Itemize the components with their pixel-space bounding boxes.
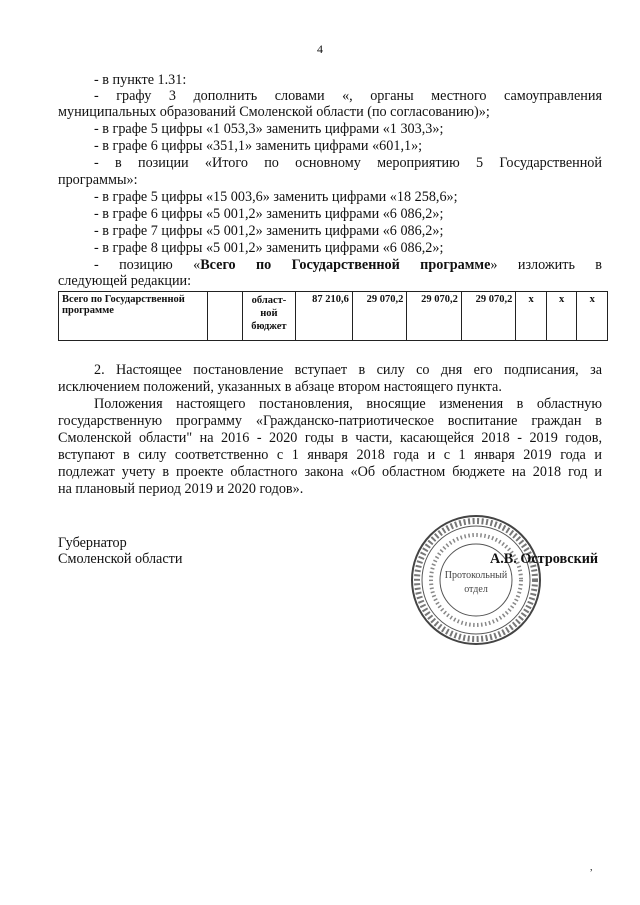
text-line: - в графе 7 цифры «5 001,2» заменить цифрами «6 086,2»; [94,223,444,239]
budget-table [58,291,608,341]
table-cell-year: 29 070,2 [352,292,406,341]
text-line: - в графе 5 цифры «15 003,6» заменить цифрами «18 258,6»; [94,189,458,205]
text-line: подлежат учету в проекте областного закона «Об областном бюджете на 2018 год и [58,464,602,480]
text-line: государственную программу «Гражданско-патриотическое воспитание граждан в [58,413,602,429]
table-cell-x: x [516,292,547,341]
text-line: муниципальных образований Смоленской области (по согласованию)»; [58,104,490,120]
text-line [94,257,602,273]
bold-fragment: Всего по Государственной программе [200,257,491,273]
text-line: следующей редакции: [58,273,192,289]
official-stamp [408,512,544,648]
text-fragment: » изложить в [490,257,602,273]
text-line: - в пункте 1.31: [94,72,187,88]
text-line: - в графе 8 цифры «5 001,2» заменить цифрами «6 086,2»; [94,240,444,256]
signatory-name: А.В. Островский [490,551,599,567]
text-line: - графу 3 дополнить словами «, органы местного самоуправления [94,88,602,104]
signature-role: Смоленской области [58,551,183,567]
table-cell-x: x [577,292,608,341]
text-line: - в графе 5 цифры «1 053,3» заменить цифрами «1 303,3»; [94,121,444,137]
table-cell-year: 29 070,2 [461,292,515,341]
table-cell-name: Всего по Государственной программе [59,292,208,341]
text-fragment: - позицию « [94,257,201,273]
table-cell-x: x [546,292,577,341]
page-mark: , [590,862,593,873]
text-line: 2. Настоящее постановление вступает в силу со дня его подписания, за [94,362,602,378]
text-line: вступают в силу соответственно с 1 января 2018 года и с 1 января 2019 года и [58,447,602,463]
table-row [59,292,608,341]
page-number: 4 [317,42,323,56]
text-line: - в графе 6 цифры «5 001,2» заменить цифрами «6 086,2»; [94,206,444,222]
signature-role: Губернатор [58,535,127,551]
text-line: на плановый период 2019 и 2020 годов». [58,481,304,497]
text-line: исключением положений, указанных в абзаце втором настоящего пункта. [58,379,502,395]
text-line: - в графе 6 цифры «351,1» заменить цифрами «601,1»; [94,138,423,154]
table-cell-empty [208,292,243,341]
text-line: Положения настоящего постановления, вносящие изменения в областную [94,396,602,412]
stamp-text: Протокольный [444,570,508,581]
text-line: Смоленской области" на 2016 - 2020 годы в части, касающейся 2018 - 2019 годов, [58,430,602,446]
table-cell-year: 29 070,2 [407,292,461,341]
text-line: программы»: [58,172,138,188]
table-cell-total: 87 210,6 [295,292,352,341]
table-cell-source: област-ной бюджет [242,292,295,341]
text-line: - в позиции «Итого по основному мероприятию 5 Государственной [94,155,602,171]
stamp-text: отдел [464,584,488,595]
